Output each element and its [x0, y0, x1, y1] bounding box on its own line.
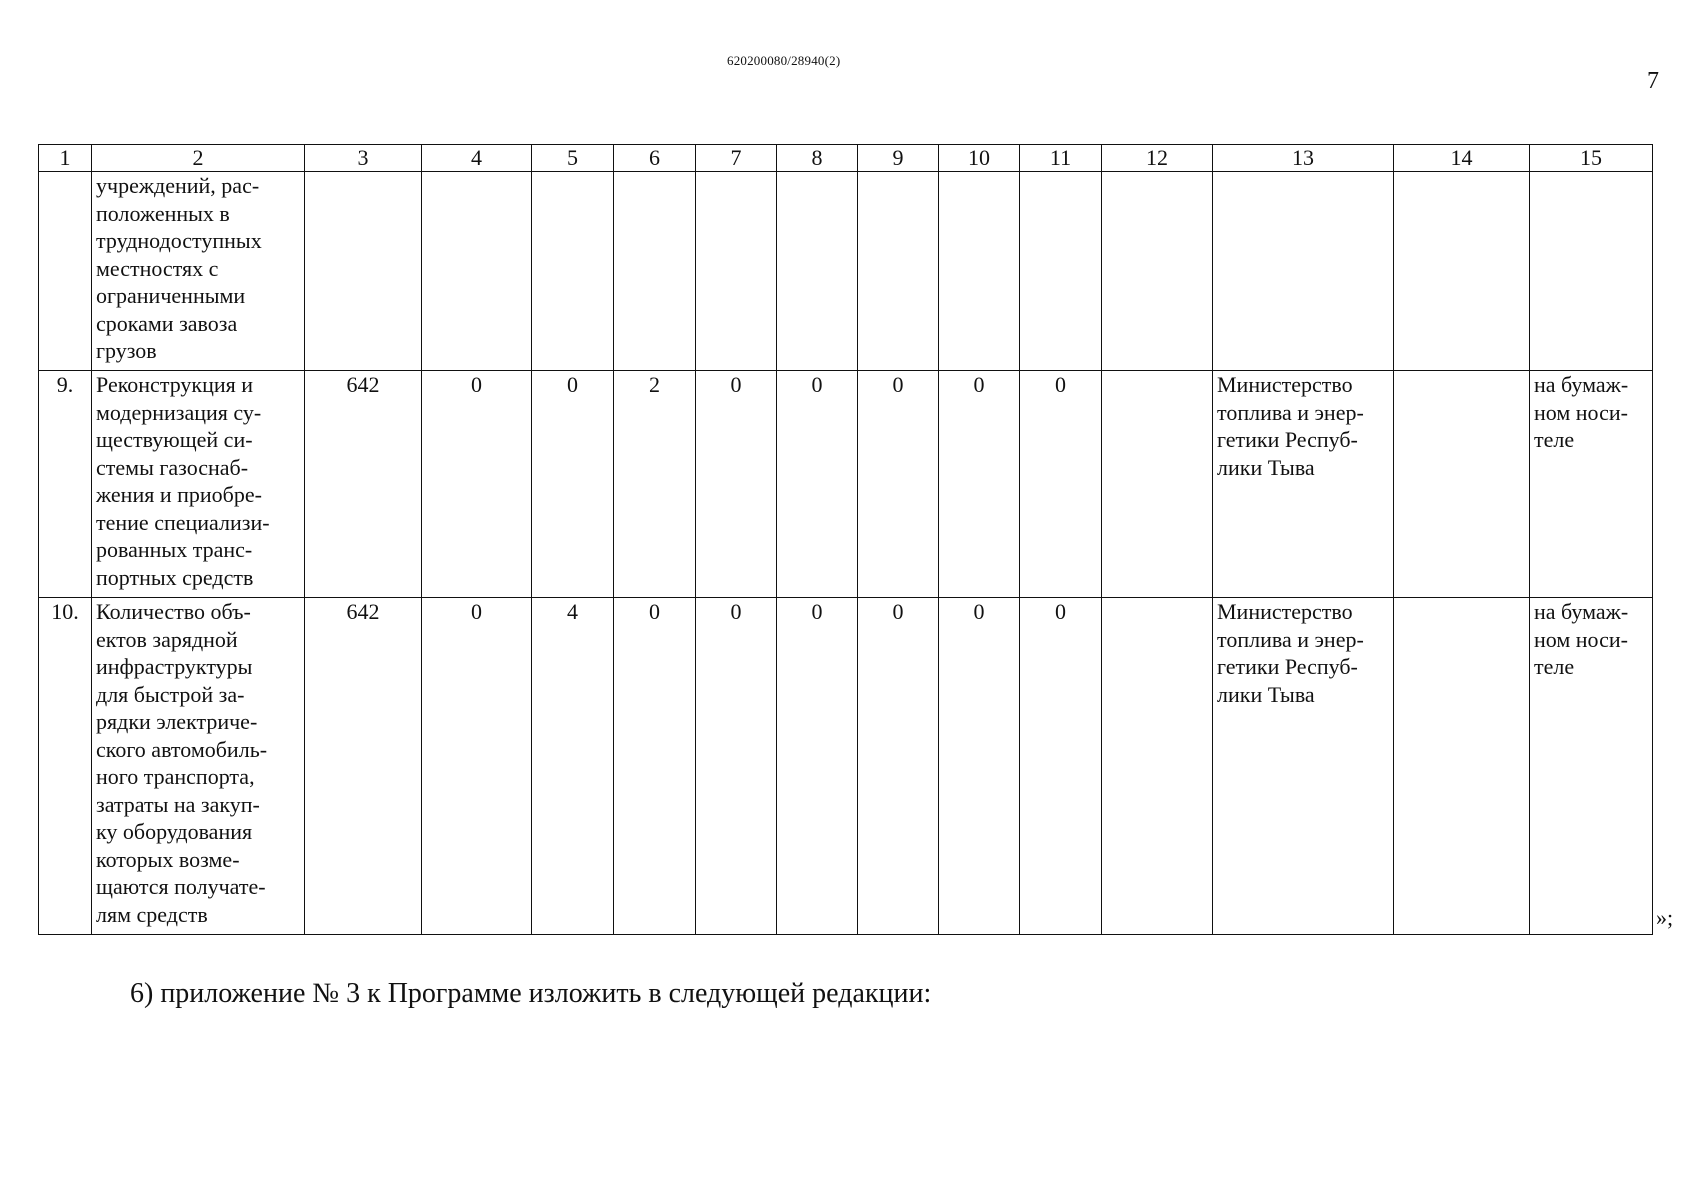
table-cell: [614, 172, 696, 371]
body-paragraph: 6) приложение № 3 к Программе изложить в следующей редакции:: [130, 978, 932, 1009]
table-cell: 2: [614, 371, 696, 598]
page-number: 7: [1647, 68, 1659, 94]
column-header: 1: [39, 145, 92, 172]
column-header: 8: [777, 145, 858, 172]
table-cell: на бумаж- ном носи- теле: [1530, 371, 1653, 598]
column-header: 3: [305, 145, 422, 172]
table-cell: Министерство топлива и энер- гетики Респуб- лики Тыва: [1213, 371, 1394, 598]
table-cell: [777, 172, 858, 371]
column-header: 15: [1530, 145, 1653, 172]
table-cell: [1020, 172, 1102, 371]
table-cell: 9.: [39, 371, 92, 598]
table-cell: Реконструкция и модернизация су- ществующей си- стемы газоснаб- жения и приобре- тение специализи- рованных транс- портных средств: [92, 371, 305, 598]
closing-quote-mark: »;: [1656, 905, 1674, 930]
column-header: 12: [1102, 145, 1213, 172]
table-cell: 0: [696, 598, 777, 935]
column-header: 2: [92, 145, 305, 172]
table-row: [39, 598, 1653, 935]
column-header: 7: [696, 145, 777, 172]
column-header: 10: [939, 145, 1020, 172]
table-cell: 0: [614, 598, 696, 935]
table-cell: Количество объ- ектов зарядной инфраструктуры для быстрой за- рядки электриче- ского автомобиль- ного транспорта, затраты на закуп- ку оборудования которых возме- щаются получате- лям средств: [92, 598, 305, 935]
column-header: 14: [1394, 145, 1530, 172]
table-container: [38, 144, 1653, 935]
document-id: 620200080/28940(2): [727, 53, 841, 68]
table-cell: 0: [939, 598, 1020, 935]
column-header: 11: [1020, 145, 1102, 172]
table-cell: 642: [305, 371, 422, 598]
table-cell: учреждений, рас- положенных в труднодоступных местностях с ограниченными сроками завоза грузов: [92, 172, 305, 371]
table-cell: 0: [422, 598, 532, 935]
table-cell: [305, 172, 422, 371]
data-table: [38, 144, 1653, 935]
table-cell: 0: [696, 371, 777, 598]
table-cell: [1394, 172, 1530, 371]
table-cell: [1394, 371, 1530, 598]
table-cell: [1394, 598, 1530, 935]
table-cell: [696, 172, 777, 371]
table-cell: [858, 172, 939, 371]
table-cell: 642: [305, 598, 422, 935]
table-cell: [1530, 172, 1653, 371]
table-cell: 0: [1020, 371, 1102, 598]
table-cell: [532, 172, 614, 371]
table-row: [39, 172, 1653, 371]
table-cell: 10.: [39, 598, 92, 935]
column-header: 13: [1213, 145, 1394, 172]
table-cell: 4: [532, 598, 614, 935]
table-cell: 0: [422, 371, 532, 598]
table-cell: [1102, 598, 1213, 935]
table-cell: 0: [777, 598, 858, 935]
column-header: 4: [422, 145, 532, 172]
table-cell: 0: [1020, 598, 1102, 935]
table-cell: 0: [858, 371, 939, 598]
table-row: [39, 371, 1653, 598]
column-header: 5: [532, 145, 614, 172]
table-cell: [1102, 371, 1213, 598]
table-cell: [939, 172, 1020, 371]
table-cell: 0: [858, 598, 939, 935]
table-cell: Министерство топлива и энер- гетики Респуб- лики Тыва: [1213, 598, 1394, 935]
column-header: 6: [614, 145, 696, 172]
table-cell: на бумаж- ном носи- теле: [1530, 598, 1653, 935]
column-header: 9: [858, 145, 939, 172]
table-cell: [1102, 172, 1213, 371]
table-cell: 0: [777, 371, 858, 598]
table-cell: 0: [939, 371, 1020, 598]
table-cell: [422, 172, 532, 371]
table-cell: [39, 172, 92, 371]
table-cell: [1213, 172, 1394, 371]
table-header-row: [39, 145, 1653, 172]
table-cell: 0: [532, 371, 614, 598]
